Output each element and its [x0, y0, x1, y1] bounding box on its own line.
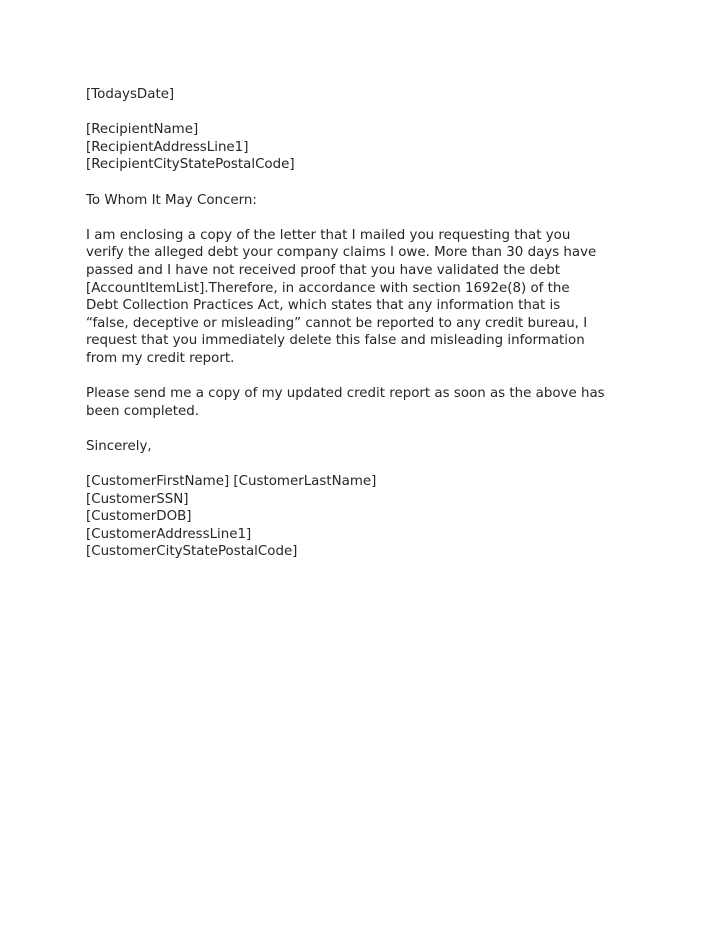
sender-city-state-postal: [CustomerCityStatePostalCode] [86, 544, 298, 560]
closing-block [86, 438, 661, 456]
body-line: Please send me a copy of my updated credit report as soon as the above has [86, 386, 605, 402]
recipient-address-block [86, 121, 661, 174]
sender-ssn: [CustomerSSN] [86, 491, 189, 507]
body-line: verify the alleged debt your company claims I owe. More than 30 days have [86, 245, 597, 261]
body-line: been completed. [86, 403, 200, 419]
body-paragraph-1 [86, 227, 661, 368]
sender-name: [CustomerFirstName] [CustomerLastName] [86, 474, 377, 490]
closing: Sincerely, [86, 438, 152, 454]
letter-page [86, 86, 661, 579]
sender-block [86, 473, 661, 561]
body-line: I am enclosing a copy of the letter that I mailed you requesting that you [86, 227, 571, 243]
body-line: Debt Collection Practices Act, which states that any information that is [86, 298, 561, 314]
sender-address-line1: [CustomerAddressLine1] [86, 526, 252, 542]
body-paragraph-2 [86, 385, 661, 420]
date-block [86, 86, 661, 104]
body-line: passed and I have not received proof that you have validated the debt [86, 262, 561, 278]
recipient-address-line1: [RecipientAddressLine1] [86, 139, 249, 155]
letter-date: [TodaysDate] [86, 87, 175, 102]
salutation-block [86, 192, 661, 210]
body-line: request that you immediately delete this false and misleading information [86, 333, 585, 349]
recipient-city-state-postal: [RecipientCityStatePostalCode] [86, 157, 295, 173]
sender-dob: [CustomerDOB] [86, 509, 192, 525]
recipient-name: [RecipientName] [86, 122, 199, 138]
salutation: To Whom It May Concern: [86, 192, 257, 208]
body-line: “false, deceptive or misleading” cannot be reported to any credit bureau, I [86, 315, 588, 331]
body-line: [AccountItemList].Therefore, in accordance with section 1692e(8) of the [86, 280, 570, 296]
body-line: from my credit report. [86, 350, 235, 366]
